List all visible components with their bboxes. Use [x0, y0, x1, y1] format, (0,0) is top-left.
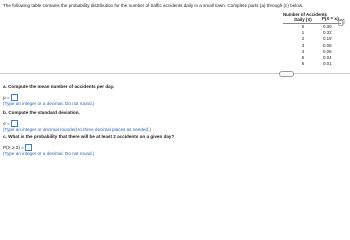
part-b-question: b. Compute the standard deviation.	[3, 110, 80, 115]
part-b-answer-row	[3, 120, 18, 127]
part-b-answer-label: σ =	[3, 121, 10, 126]
table-cell-p: 0.01	[323, 61, 332, 67]
table-row	[283, 61, 341, 67]
part-a-answer-row	[3, 94, 18, 101]
part-a-question: a. Compute the mean number of accidents per day.	[3, 84, 115, 89]
part-a-hint: (Type an integer or a decimal. Do not round.)	[3, 101, 95, 106]
mean-answer-input[interactable]	[11, 94, 18, 101]
part-c-question: c. What is the probability that there will be at least 2 accidents on a given day?	[3, 134, 175, 139]
table-cell-p: 0.32	[323, 30, 332, 36]
probability-answer-input[interactable]	[25, 144, 32, 151]
part-c-answer-row	[3, 144, 32, 151]
problem-statement: The following table contains the probability distribution for the number of traffic accidents daily in a small town. Complete parts (a) through (c) below.	[3, 3, 304, 8]
table-cell-p: 0.30	[323, 24, 332, 29]
part-c-answer-label: P(X ≥ 2) =	[3, 145, 24, 150]
table-cell-p: 0.19	[323, 36, 332, 42]
section-divider	[0, 73, 350, 74]
expand-more-button[interactable]: ·····	[279, 71, 294, 77]
table-cell-x: 5	[301, 54, 305, 60]
table-header-p: P(X = xᵢ)	[322, 16, 339, 21]
part-b-hint: (Type an integer or decimal rounded to three decimal places as needed.)	[3, 127, 151, 132]
table-cell-x: 2	[301, 36, 305, 42]
table-cell-p: 0.08	[323, 42, 332, 48]
table-cell-x: 4	[301, 48, 305, 54]
table-header-x-line2: Daily (X)	[294, 17, 312, 22]
table-header-x	[283, 12, 327, 22]
copy-icon[interactable]	[338, 13, 345, 20]
part-a-answer-label: μ =	[3, 95, 10, 100]
table-cell-x: 3	[301, 42, 305, 48]
table-header-x-line1: Number of Accidents	[283, 12, 327, 17]
table-cell-x: 6	[301, 61, 305, 67]
table-cell-p: 0.04	[323, 54, 332, 60]
table-cell-x: 0	[301, 24, 305, 29]
probability-table	[283, 24, 341, 67]
table-cell-x: 1	[301, 30, 305, 36]
table-cell-p: 0.06	[323, 48, 332, 54]
std-dev-answer-input[interactable]	[11, 120, 18, 127]
part-c-hint: (Type an integer or a decimal. Do not round.)	[3, 151, 95, 156]
